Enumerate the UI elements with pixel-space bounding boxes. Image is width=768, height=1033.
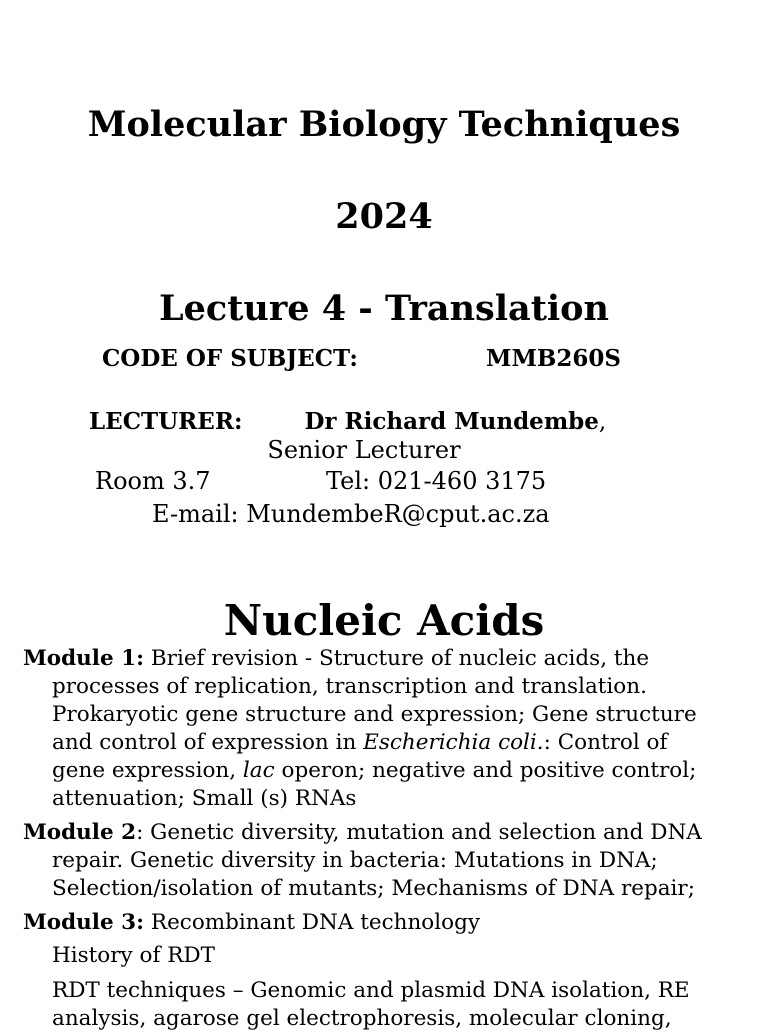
lecturer-phone: Tel: 021-460 3175 [326, 467, 547, 495]
module-2 [23, 819, 758, 903]
module-1-text: gene expression, [52, 758, 243, 783]
operon-name: lac [242, 758, 275, 783]
lecturer-line [89, 408, 606, 435]
lecture-title: Lecture 4 - Translation [159, 288, 609, 329]
subject-code-label: CODE OF SUBJECT: [102, 345, 358, 372]
module-2-label: Module 2 [23, 820, 137, 845]
module-1-text: Brief revision - Structure of nucleic acids, the [144, 646, 650, 671]
lecturer-role: Senior Lecturer [267, 436, 461, 464]
module-2-text: : Genetic diversity, mutation and selection and DNA [136, 820, 702, 845]
subject-code-value: MMB260S [486, 345, 621, 372]
document-year: 2024 [335, 196, 433, 237]
section-title: Nucleic Acids [223, 596, 545, 645]
module-1-text: Prokaryotic gene structure and expression; Gene structure [52, 702, 697, 727]
module-1-text: operon; negative and positive control; [274, 758, 697, 783]
rdt-techniques-line: RDT techniques – Genomic and plasmid DNA isolation, RE [52, 978, 690, 1003]
module-1-text: : Control of [543, 730, 668, 755]
module-2-text: Selection/isolation of mutants; Mechanisms of DNA repair; [52, 876, 695, 901]
document-title: Molecular Biology Techniques [87, 104, 681, 145]
module-3-label: Module 3: [23, 910, 145, 935]
lecturer-email: E-mail: MundembeR@cput.ac.za [152, 500, 550, 528]
module-1-text: attenuation; Small (s) RNAs [52, 786, 357, 811]
lecturer-label: LECTURER: [89, 408, 243, 435]
rdt-techniques-line: analysis, agarose gel electrophoresis, molecular cloning, [52, 1006, 672, 1031]
module-2-text: repair. Genetic diversity in bacteria: Mutations in DNA; [52, 848, 658, 873]
module-1-text: and control of expression in [52, 730, 364, 755]
module-3-text: Recombinant DNA technology [144, 910, 480, 935]
history-of-rdt: History of RDT [52, 943, 216, 968]
module-3 [23, 909, 758, 937]
module-1-label: Module 1: [23, 646, 145, 671]
module-1-text: processes of replication, transcription and translation. [52, 674, 647, 699]
lecturer-name: Dr Richard Mundembe [304, 408, 599, 435]
lecturer-room: Room 3.7 [95, 467, 211, 495]
species-name: Escherichia coli. [363, 730, 544, 755]
lecturer-comma: , [598, 409, 607, 435]
module-1 [23, 645, 758, 813]
